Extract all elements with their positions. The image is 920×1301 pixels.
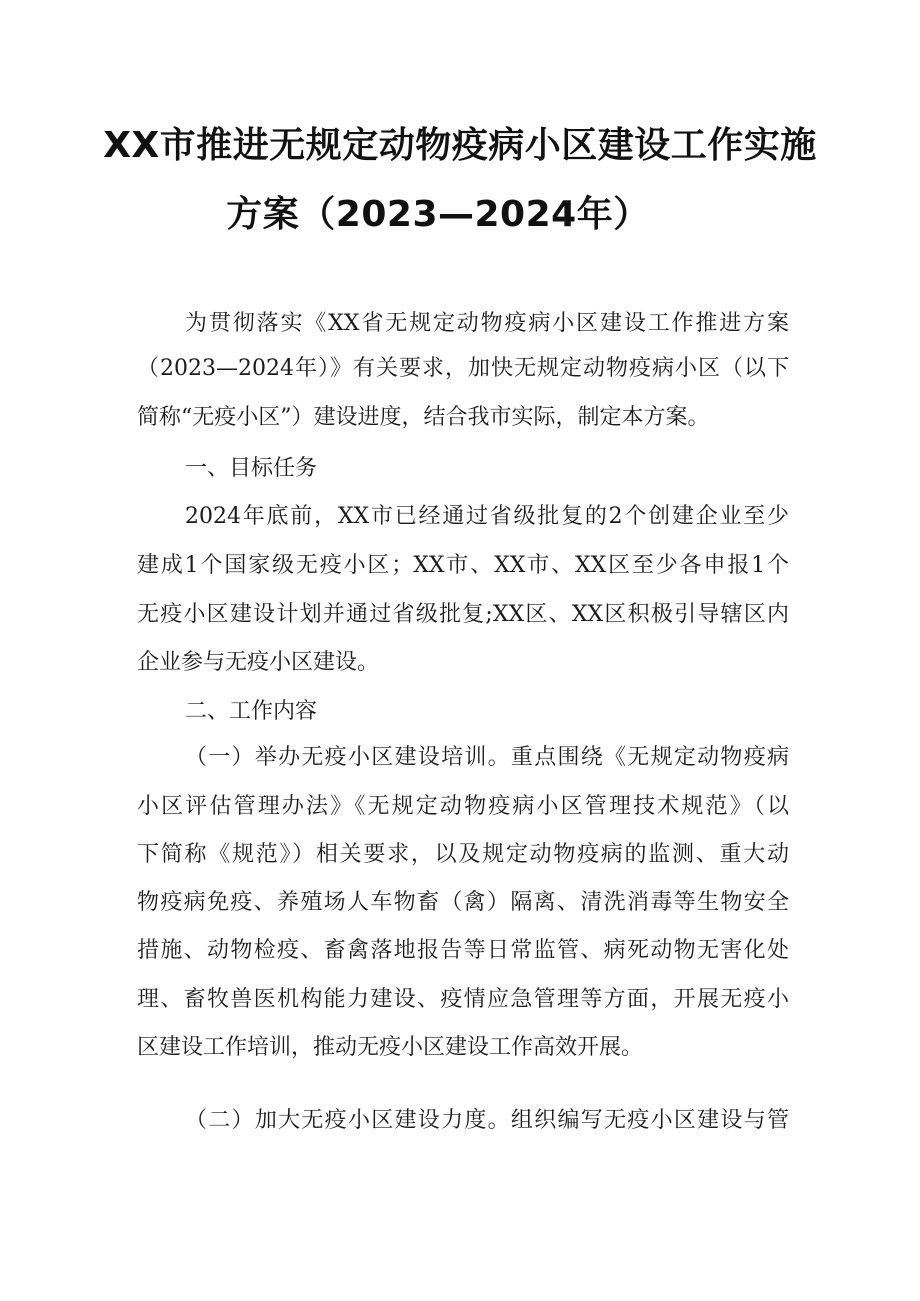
training-paragraph-line-2: 小区评估管理办法》《无规定动物疫病小区管理技术规范》（以 bbox=[137, 794, 789, 819]
goals-paragraph-line-1: 2024年底前，XX市已经通过省级批复的2个创建企业至少 bbox=[185, 504, 789, 529]
section-heading-work-content: 二、工作内容 bbox=[185, 699, 318, 724]
training-paragraph-line-4: 物疫病免疫、养殖场人车物畜（禽）隔离、清洗消毒等生物安全 bbox=[137, 890, 789, 915]
goals-paragraph-line-4: 企业参与无疫小区建设。 bbox=[137, 650, 380, 675]
goals-paragraph-line-2: 建成1个国家级无疫小区；XX市、XX市、XX区至少各申报1个 bbox=[137, 553, 789, 578]
intro-paragraph-line-1: 为贯彻落实《XX省无规定动物疫病小区建设工作推进方案 bbox=[185, 311, 789, 336]
training-paragraph-line-3: 下简称《规范》）相关要求，以及规定动物疫病的监测、重大动 bbox=[137, 842, 789, 867]
intro-paragraph-line-3: 简称“无疫小区”）建设进度，结合我市实际，制定本方案。 bbox=[137, 405, 710, 430]
document-title-line-1: XX市推进无规定动物疫病小区建设工作实施 bbox=[103, 125, 817, 166]
intro-paragraph-line-2: （2023—2024年）》有关要求，加快无规定动物疫病小区（以下 bbox=[137, 356, 789, 381]
construction-paragraph-line-1: （二）加大无疫小区建设力度。组织编写无疫小区建设与管 bbox=[185, 1108, 789, 1133]
training-paragraph-line-6: 理、畜牧兽医机构能力建设、疫情应急管理等方面，开展无疫小 bbox=[137, 987, 789, 1012]
document-title-line-2: 方案（2023—2024年） bbox=[226, 194, 650, 235]
section-heading-goals: 一、目标任务 bbox=[185, 456, 318, 481]
training-paragraph-line-1: （一）举办无疫小区建设培训。重点围绕《无规定动物疫病 bbox=[185, 745, 789, 770]
training-paragraph-line-7: 区建设工作培训，推动无疫小区建设工作高效开展。 bbox=[137, 1035, 644, 1060]
training-paragraph-line-5: 措施、动物检疫、畜禽落地报告等日常监管、病死动物无害化处 bbox=[137, 938, 789, 963]
goals-paragraph-line-3: 无疫小区建设计划并通过省级批复;XX区、XX区积极引导辖区内 bbox=[137, 602, 789, 627]
